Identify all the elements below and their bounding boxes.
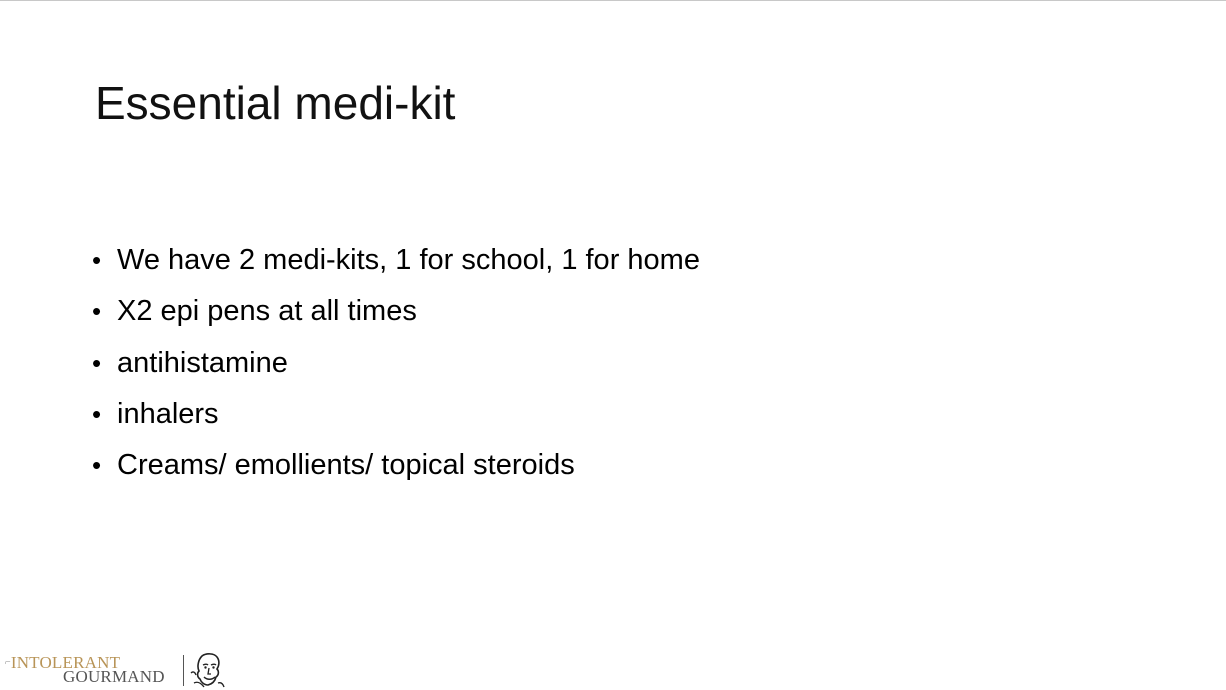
logo-mark-icon: ⌐ (5, 657, 11, 668)
bullet-dot: • (92, 347, 102, 378)
list-item (92, 340, 700, 391)
bullet-text: inhalers (117, 397, 219, 430)
bullet-text: X2 epi pens at all times (117, 295, 417, 328)
bullet-dot: • (92, 296, 102, 327)
bullet-list (92, 237, 700, 493)
bullet-text: antihistamine (117, 346, 288, 379)
slide-title: Essential medi-kit (95, 77, 456, 129)
list-item (92, 237, 700, 288)
logo-divider (183, 655, 184, 686)
brand-logo (5, 653, 227, 689)
list-item (92, 442, 700, 493)
bullet-dot: • (92, 245, 102, 275)
bullet-text: Creams/ emollients/ topical steroids (117, 449, 575, 482)
bullet-dot: • (92, 450, 102, 481)
list-item (92, 288, 700, 339)
list-item (92, 391, 700, 442)
bullet-text: We have 2 medi-kits, 1 for school, 1 for home (117, 244, 700, 276)
bullet-dot: • (92, 398, 102, 429)
logo-text-gourmand: GOURMAND (63, 667, 165, 686)
logo-text-intolerant: INTOLERANT (10, 653, 121, 672)
chef-face-icon (188, 653, 226, 689)
